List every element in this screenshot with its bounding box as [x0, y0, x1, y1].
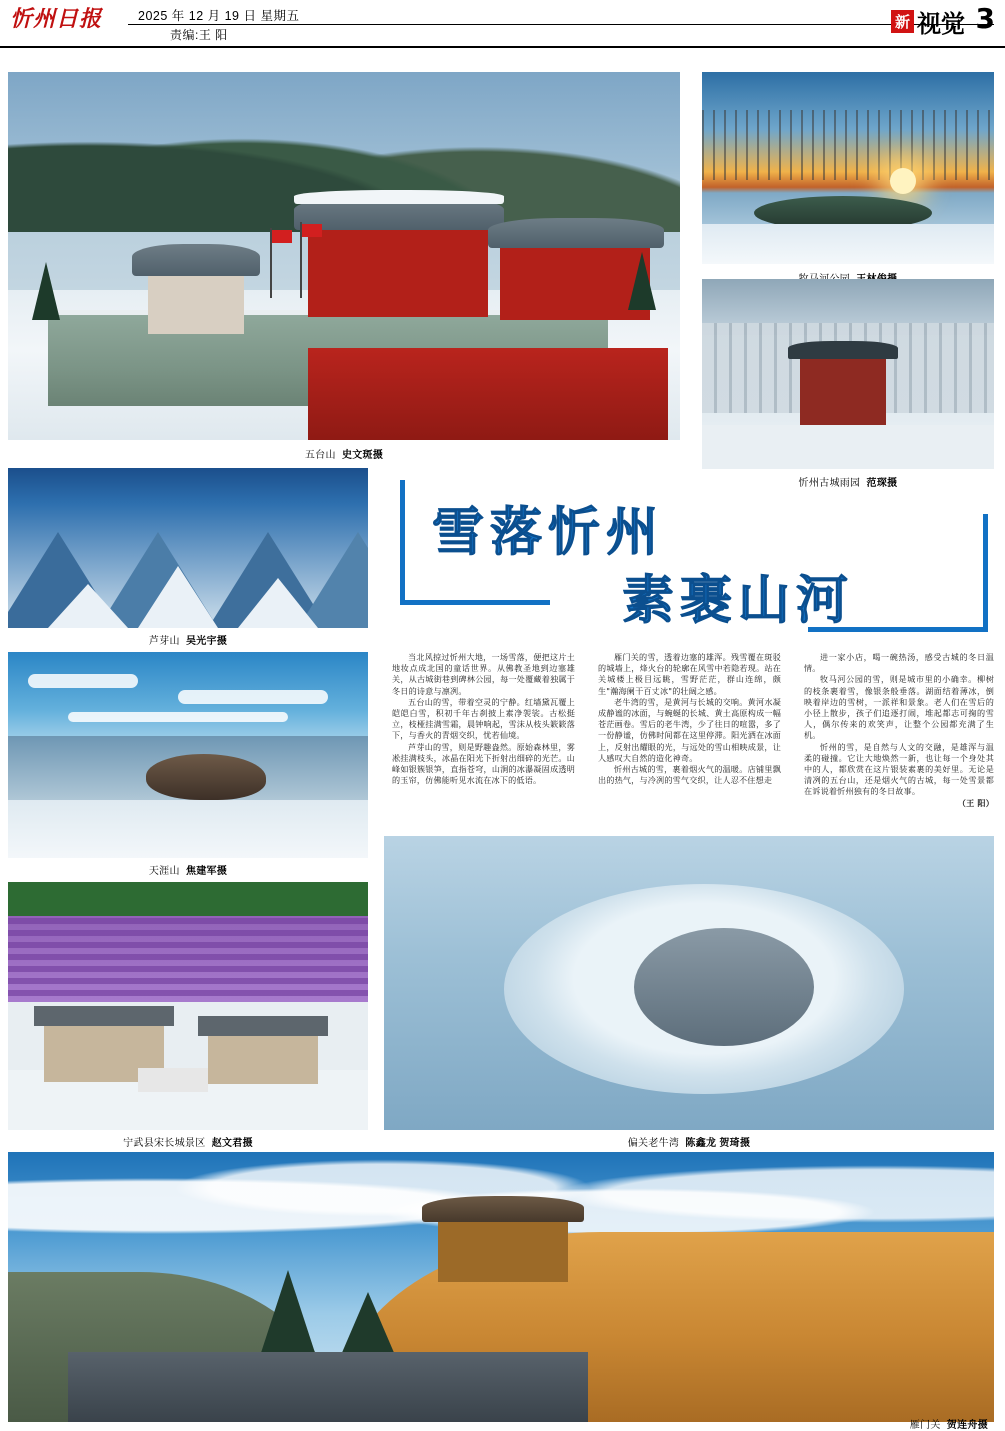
photo-sun [890, 168, 916, 194]
article-paragraph: 牧马河公园的雪，则是城市里的小确幸。柳树的枝条裹着雪，像银条般垂落。湖面结着薄冰，倒映着岸边的雪树，一派祥和景象。老人们在雪后的小径上散步，孩子们追逐打闹，堆起都志可掬的雪人，偶尔传来的欢笑声，让整个公园都充满了生机。 [804, 674, 994, 741]
photo-snow-ridge [48, 584, 128, 628]
photo-gate-roof [788, 341, 898, 359]
photo-foliage [8, 882, 368, 916]
temple-photo-caption: 五台山 史文斑摄 [304, 450, 384, 461]
article-paragraph: 忻州古城的雪，裹着烟火气的温暖。店铺里飘出的热气，与冷冽的雪气交织，让人忍不住想走 [598, 764, 781, 786]
publication-date: 2025 年 12 月 19 日 星期五 [138, 9, 300, 23]
ancient-city-photo [702, 279, 994, 469]
photo-snow-ridge [138, 566, 218, 628]
photo-cliff [634, 928, 814, 1046]
photo-snow-ridge [238, 578, 318, 628]
article-paragraph: 老牛湾的雪，是黄河与长城的交响。黄河水凝成静谧的冰面，与蜿蜒的长城、黄土高原构成一幅苍茫画卷。雪后的老牛湾，少了往日的喧嚣，多了一份静谧，仿佛时间都在这里停滞。阳光洒在冰面上，反射出耀眼的光，与远处的雪山相映成景，让人感叹大自然的造化神奇。 [598, 696, 781, 763]
photo-tree-line [702, 110, 994, 180]
article-column-2 [598, 652, 781, 822]
page-number: 3 [975, 2, 995, 35]
masthead [0, 0, 1005, 48]
article-column-3 [804, 652, 994, 822]
section-badge: 新 [891, 10, 914, 33]
tianya-mountain-photo-caption: 天涯山 焦建军摄 [148, 866, 228, 877]
river-park-photo [702, 72, 994, 264]
photo-tower-roof [422, 1196, 584, 1222]
photo-pine-tree [32, 262, 60, 320]
luya-mountain-photo-caption: 芦芽山 吴光宇摄 [148, 636, 228, 647]
photo-pine-tree [628, 252, 656, 310]
photo-city-gate [800, 353, 886, 427]
ancient-city-photo-caption: 忻州古城雨园 范琛摄 [798, 478, 898, 489]
yanmenguan-photo-caption: 雁门关 贺连舟摄 [909, 1420, 988, 1431]
headline-rule-right [983, 514, 988, 632]
photo-pavilion-roof [132, 244, 260, 276]
section-label: 视觉 [917, 9, 965, 38]
ningwu-village-photo [8, 882, 368, 1130]
photo-snow-ground [8, 800, 368, 858]
headline-line-1: 雪落忻州 [432, 502, 665, 563]
photo-flag [272, 230, 292, 243]
photo-cloud [178, 690, 328, 704]
photo-red-wall [308, 348, 668, 440]
article-paragraph: 当北风掠过忻州大地，一场雪落，便把这片土地妆点成北国的童话世界。从佛教圣地到边塞雄关，从古城街巷到碑林公园，每一处覆藏着独属于冬日的诗意与凛冽。 [392, 652, 575, 696]
photo-snow-ground [702, 425, 994, 469]
laoniuwan-photo [384, 836, 994, 1130]
photo-pine-tree [258, 1270, 318, 1362]
headline-rule-left [400, 480, 405, 600]
article-paragraph: 雁门关的雪，透着边塞的雄浑。残雪覆在斑驳的城墙上，烽火台的轮廓在风雪中若隐若现。站在关城楼上极目远眺，雪野茫茫，群山连绵，颇生"瀚海阑干百丈冰"的壮阔之感。 [598, 652, 781, 696]
photo-snowbank [702, 224, 994, 264]
headline-line-2: 素裹山河 [622, 570, 855, 631]
photo-gate-tower [438, 1212, 568, 1282]
section-title [891, 4, 965, 39]
paper-logo: 忻州日报 [10, 6, 103, 32]
photo-rock-formation [146, 754, 266, 800]
photo-car [138, 1068, 208, 1092]
masthead-divider [128, 24, 994, 25]
article-paragraph: 芦芽山的雪，则是野趣盎然。原始森林里，雾凇挂满枝头，冰晶在阳光下折射出细碎的光芒。山峰如银簇银笋，直指苍穹，山涧的冰瀑凝固成透明的玉帘，仿佛能听见水流在冰下的低语。 [392, 741, 575, 786]
article-body [392, 652, 994, 822]
article-column-1 [392, 652, 575, 822]
tianya-mountain-photo [8, 652, 368, 858]
photo-pavilion [148, 270, 244, 334]
photo-side-roof [488, 218, 664, 248]
photo-main-hall [308, 222, 488, 317]
photo-foreground-roof [68, 1352, 588, 1422]
article-byline: （王 阳） [957, 797, 994, 808]
photo-house-roof [198, 1016, 328, 1036]
ningwu-village-photo-caption: 宁武县宋长城景区 赵文君摄 [123, 1138, 253, 1149]
laoniuwan-photo-caption: 偏关老牛湾 陈鑫龙 贺琦摄 [627, 1138, 751, 1149]
headline-rule-bottom-left [400, 600, 550, 605]
luya-mountain-photo [8, 468, 368, 628]
article-paragraph: 五台山的雪，带着空灵的宁静。红墙黛瓦覆上皑皑白雪，积初千年古刹披上素净袈裟。古松挺立，枝桠挂满雪霜，晨钟响起，雪沫从枝头簌簌落下，与香火的青烟交织，忧若仙境。 [392, 696, 575, 741]
editor-credit: 责编:王 阳 [170, 28, 228, 42]
yanmenguan-photo [8, 1152, 994, 1422]
photo-flag [302, 224, 322, 237]
photo-cloud [28, 674, 138, 688]
temple-photo [8, 72, 680, 440]
photo-house [208, 1032, 318, 1084]
photo-cloud [68, 712, 288, 722]
article-paragraph: 忻州的雪，是自然与人文的交融，是雄浑与温柔的碰撞。它让大地焕然一新，也让每一个身处其中的人，都欣赏在这片银装素裹的美好里。无论是清冽的五台山，还是烟火气的古城，每一处雪景都在诉说着忻州独有的冬日故事。 [804, 741, 994, 797]
article-paragraph: 进一家小店，喝一碗热汤，感受古城的冬日温情。 [804, 652, 994, 674]
photo-house-roof [34, 1006, 174, 1026]
headline-block [392, 470, 992, 636]
photo-roof-snow [294, 190, 504, 204]
